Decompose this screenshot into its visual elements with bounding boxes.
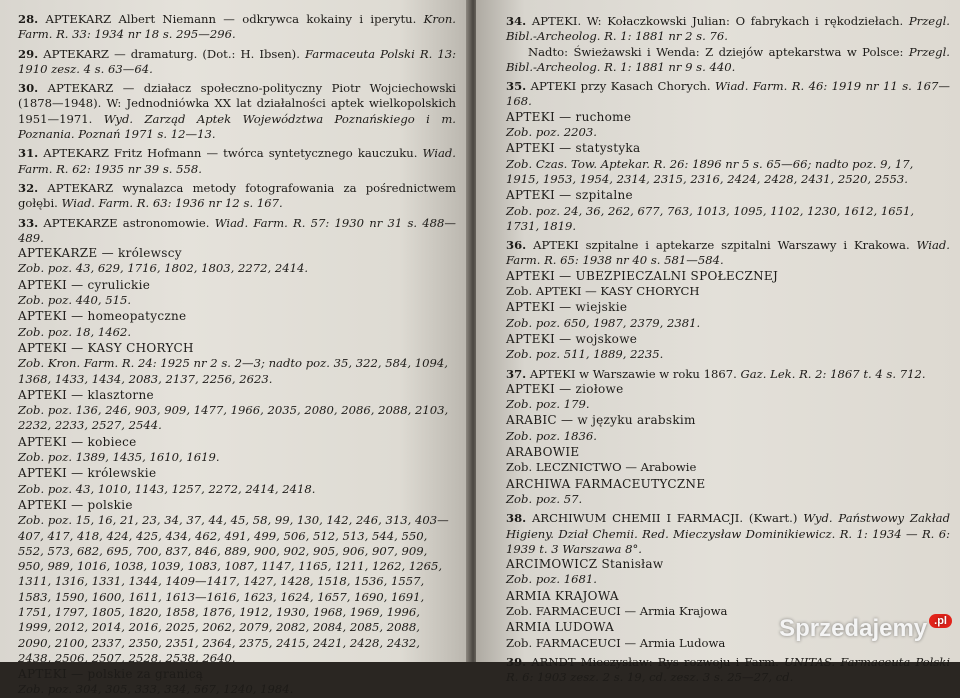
entry-heading: APTEKI. W: Kołaczkowski Julian: O fabrykach i rękodziełach.: [531, 14, 904, 28]
entry-heading: APTEKARZ — działacz społeczno-polityczny Piotr Wojciechowski (1878—1948). W: Jednodniówka XX lat działalności aptek wielkopolskich 1951—1971.: [18, 81, 456, 126]
entry-source: Farmaceuta Polski R. 13: 1910 zesz. 4 s. 63—64.: [18, 46, 457, 76]
index-reference: Zob. poz. 57.: [506, 491, 583, 506]
entry-source: Wiad. Farm. R. 57: 1930 nr 31 s. 488—489.: [18, 215, 457, 245]
entry-heading: APTEKARZE astronomowie.: [43, 215, 210, 230]
entry-heading: APTEKARZ wynalazca metody fotografowania za pośrednictwem gołębi.: [18, 180, 456, 211]
entry-heading: APTEKI w Warszawie w roku 1867.: [529, 366, 737, 381]
index-heading: APTEKI — homeopatyczne: [18, 309, 187, 324]
index-heading: APTEKI — kobiece: [18, 434, 137, 449]
index-reference: Zob. APTEKI — KASY CHORYCH: [506, 284, 700, 299]
index-heading: APTEKI — wojskowe: [506, 331, 638, 346]
index-reference: Zob. poz. 179.: [506, 397, 590, 412]
entry-source: Wiad. Farm. R. 62: 1935 nr 39 s. 558.: [18, 146, 456, 176]
index-heading: APTEKI — królewskie: [18, 466, 157, 481]
index-heading: APTEKI — KASY CHORYCH: [18, 340, 194, 355]
index-reference: Zob. poz. 511, 1889, 2235.: [506, 347, 664, 362]
index-heading: APTEKI — statystyka: [506, 141, 641, 156]
index-reference: Zob. Kron. Farm. R. 24: 1925 nr 2 s. 2—3; nadto poz. 35, 322, 584, 1094, 1368, 1433, 1434, 2083, 2137, 2256, 2623.: [18, 356, 448, 386]
entry-heading: Nadto: Świeżawski i Wenda: Z dziejów aptekarstwa w Polsce:: [528, 44, 904, 59]
index-reference: Zob. poz. 18, 1462.: [18, 324, 132, 339]
index-reference: Zob. poz. 440, 515.: [18, 293, 132, 308]
index-reference: Zob. poz. 2203.: [506, 125, 597, 140]
index-reference: Zob. poz. 43, 1010, 1143, 1257, 2272, 2414, 2418.: [18, 481, 316, 496]
index-reference: Zob. FARMACEUCI — Armia Ludowa: [506, 635, 726, 650]
entry-34-addendum: [506, 45, 950, 76]
index-heading: ARMIA KRAJOWA: [506, 588, 619, 603]
entry-34: 34. APTEKI. W: Kołaczkowski Julian: O fabrykach i rękodziełach. Przegl. Bibl.-Archeolog. R. 1: 1881 nr 2 s. 76.: [506, 14, 950, 44]
index-reference: Zob. poz. 1836.: [506, 428, 597, 443]
index-heading: APTEKARZE — królewscy: [18, 246, 182, 261]
entry-source: Przegl. Bibl.-Archeolog. R. 1: 1881 nr 2 s. 76.: [506, 14, 950, 44]
index-reference: Zob. FARMACEUCI — Armia Krajowa: [506, 603, 728, 618]
entry-source: Kron. Farm. R. 33: 1934 nr 18 s. 295—296.: [18, 12, 456, 42]
index-reference: Zob. poz. 136, 246, 903, 909, 1477, 1966, 2035, 2080, 2086, 2088, 2103, 2232, 2233, 2527, 2544.: [18, 403, 449, 433]
index-heading: ARABIC — w języku arabskim: [506, 413, 696, 428]
entry-36: 36. APTEKI szpitalne i aptekarze szpitalni Warszawy i Krakowa. Wiad. Farm. R. 65: 1938 nr 40 s. 581—584.: [506, 238, 950, 268]
entry-source: Wyd. Zarząd Aptek Województwa Poznańskiego i m. Poznania. Poznań 1971 s. 12—13.: [18, 111, 456, 142]
index-heading: ARCHIWA FARMACEUTYCZNE: [506, 476, 706, 491]
entry-heading: APTEKI przy Kasach Chorych.: [530, 79, 711, 94]
entry-heading: APTEKARZ Albert Niemann — odkrywca kokainy i iperytu.: [45, 12, 417, 26]
index-reference: Zob. poz. 15, 16, 21, 23, 34, 37, 44, 45, 58, 99, 130, 142, 246, 313, 403—407, 417, 418, 424, 425, 434, 462, 491, 499, 506, 512, 513, 544, 550, 552, 573, 682, 695, 700, 837, 846, 889, 900, 902, 905, 906, 907, 909, 950, 989, 1016, 1038, 1039, 1083, 1087, 1147, 1165, 1211, 1262, 1265, 1311, 1316, 1331, 1344, 1409—1417, 1427, 1428, 1518, 1536, 1557, 1583, 1590, 1600, 1611, 1613—1616, 1623, 1624, 1657, 1690, 1691, 1751, 1797, 1805, 1820, 1858, 1876, 1912, 1930, 1968, 1969, 1996, 1999, 2012, 2014, 2016, 2025, 2062, 2079, 2082, 2084, 2085, 2088, 2090, 2100, 2337, 2350, 2351, 2364, 2375, 2415, 2421, 2428, 2432, 2438, 2506, 2507, 2528, 2538, 2640.: [18, 513, 449, 665]
watermark-logo: Sprzedajemy .pl: [779, 614, 952, 644]
entry-28: 28. APTEKARZ Albert Niemann — odkrywca kokainy i iperytu. Kron. Farm. R. 33: 1934 nr 18 s. 295—296.: [18, 12, 456, 42]
entry-source: Wiad. Farm. R. 46: 1919 nr 11 s. 167—168.: [506, 79, 951, 109]
entry-source: Wiad. Farm. R. 63: 1936 nr 12 s. 167.: [61, 196, 283, 211]
right-page: [476, 0, 960, 685]
index-reference: Zob. poz. 1389, 1435, 1610, 1619.: [18, 450, 220, 465]
entry-source: Wyd. Państwowy Zakład Higieny. Dział Chemii. Red. Mieczysław Dominikiewicz. R. 1: 1934 — R. 6: 1939 t. 3 Warszawa 8°.: [506, 511, 951, 556]
entry-heading: APTEKARZ — dramaturg. (Dot.: H. Ibsen).: [43, 46, 300, 61]
entry-heading: APTEKI szpitalne i aptekarze szpitalni Warszawy i Krakowa.: [533, 238, 910, 253]
entry-33: 33. APTEKARZE astronomowie. Wiad. Farm. R. 57: 1930 nr 31 s. 488—489.: [18, 215, 457, 245]
index-heading: ARMIA LUDOWA: [506, 620, 615, 635]
index-heading: APTEKI — ziołowe: [506, 381, 624, 396]
index-heading: ARCIMOWICZ Stanisław: [506, 557, 664, 572]
entry-heading: APTEKARZ Fritz Hofmann — twórca syntetycznego kauczuku.: [43, 146, 418, 161]
entry-35: 35. APTEKI przy Kasach Chorych. Wiad. Farm. R. 46: 1919 nr 11 s. 167—168.: [506, 79, 951, 109]
index-heading: APTEKI — szpitalne: [506, 188, 633, 203]
entry-source: Gaz. Lek. R. 2: 1867 t. 4 s. 712.: [740, 366, 926, 381]
entry-heading: ARCHIWUM CHEMII I FARMACJI. (Kwart.): [532, 511, 798, 526]
entry-37: 37. APTEKI w Warszawie w roku 1867. Gaz. Lek. R. 2: 1867 t. 4 s. 712.: [506, 366, 926, 381]
index-reference: Zob. poz. 43, 629, 1716, 1802, 1803, 2272, 2414.: [18, 261, 309, 276]
index-reference: Zob. LECZNICTWO — Arabowie: [506, 460, 697, 475]
index-heading: APTEKI — polskie za granicą: [18, 667, 204, 682]
entry-source: UNITAS. Farmaceuta Polski R. 6: 1903 zesz. 2 s. 19, cd. zesz. 3 s. 25—27, cd.: [506, 654, 951, 685]
index-reference: Zob. poz. 1681.: [506, 572, 597, 587]
entry-32: 32. APTEKARZ wynalazca metody fotografowania za pośrednictwem gołębi. Wiad. Farm. R. 63: 1936 nr 12 s. 167.: [18, 180, 456, 211]
index-heading: APTEKI — polskie: [18, 497, 133, 512]
entry-heading: ARNDT Mieczysław: Rys rozwoju i: [531, 654, 740, 669]
left-page: [0, 0, 470, 697]
index-heading: APTEKI — klasztorne: [18, 387, 154, 402]
entry-source: Przegl. Bibl.-Archeolog. R. 1: 1881 nr 9 s. 440.: [506, 44, 950, 74]
index-heading: APTEKI — UBEZPIECZALNI SPOŁECZNEJ: [506, 268, 779, 283]
index-reference: Zob. Czas. Tow. Aptekar. R. 26: 1896 nr 5 s. 65—66; nadto poz. 9, 17, 1915, 1953, 1954, 2314, 2315, 2316, 2424, 2428, 2431, 2520, 2553.: [506, 156, 914, 186]
index-reference: Zob. poz. 650, 1987, 2379, 2381.: [506, 315, 701, 330]
index-heading: APTEKI — cyrulickie: [18, 277, 151, 292]
entry-source: Wiad. Farm. R. 65: 1938 nr 40 s. 581—584.: [506, 238, 950, 268]
index-reference: Zob. poz. 24, 36, 262, 677, 763, 1013, 1095, 1102, 1230, 1612, 1651, 1731, 1819.: [506, 203, 915, 233]
index-heading: APTEKI — ruchome: [506, 109, 632, 124]
index-heading: ARABOWIE: [506, 445, 580, 460]
entry-30: 30. APTEKARZ — działacz społeczno-polityczny Piotr Wojciechowski (1878—1948). W: Jednodniówka XX lat działalności aptek wielkopolskich 1951—1971. Wyd. Zarząd Aptek Województwa Poznańskiego i m. Poznania. Poznań 1971 s. 12—13.: [18, 81, 456, 142]
entry-29: 29. APTEKARZ — dramaturg. (Dot.: H. Ibsen). Farmaceuta Polski R. 13: 1910 zesz. 4 s. 63—64.: [18, 46, 457, 76]
entry-39: 39. ARNDT Mieczysław: Rys rozwoju i Farm. UNITAS. Farmaceuta Polski R. 6: 1903 zesz. 2 s. 19, cd. zesz. 3 s. 25—27, cd.: [506, 654, 951, 685]
entry-31: 31. APTEKARZ Fritz Hofmann — twórca syntetycznego kauczuku. Wiad. Farm. R. 62: 1935 nr 39 s. 558.: [18, 146, 456, 176]
index-reference: Zob. poz. 304, 305, 333, 334, 567, 1240, 1984.: [18, 682, 294, 697]
entry-38: 38. ARCHIWUM CHEMII I FARMACJI. (Kwart.) Wyd. Państwowy Zakład Higieny. Dział Chemii. Red. Mieczysław Dominikiewicz. R. 1: 1934 — R. 6: 1939 t. 3 Warszawa 8°.: [506, 511, 951, 556]
index-heading: APTEKI — wiejskie: [506, 300, 628, 315]
